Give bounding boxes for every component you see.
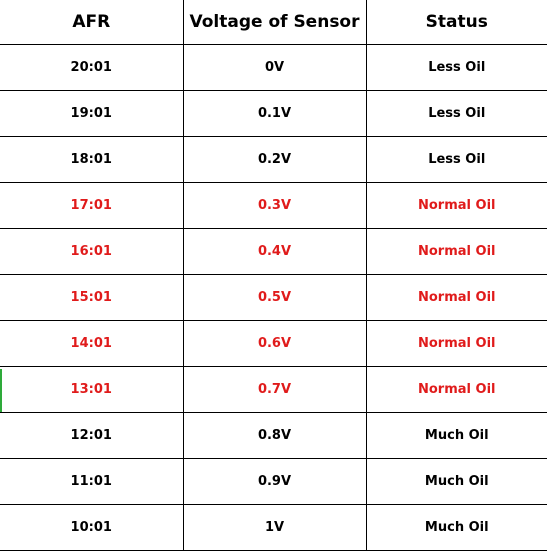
voltage-cell: 0.8V [183,413,366,459]
table-row [0,413,547,459]
afr-cell: 19:01 [0,91,183,137]
voltage-cell: 0.2V [183,137,366,183]
afr-cell: 14:01 [0,321,183,367]
status-cell: Less Oil [366,137,547,183]
status-cell: Much Oil [366,413,547,459]
afr-cell: 18:01 [0,137,183,183]
table-row [0,183,547,229]
table-row [0,91,547,137]
table-body [0,45,547,551]
status-cell: Less Oil [366,45,547,91]
table-header-row [0,0,547,45]
afr-cell: 20:01 [0,45,183,91]
voltage-cell: 0.6V [183,321,366,367]
table-row [0,275,547,321]
voltage-cell: 0.7V [183,367,366,413]
header-status: Status [366,0,547,45]
voltage-cell: 0V [183,45,366,91]
status-cell: Much Oil [366,459,547,505]
afr-cell: 15:01 [0,275,183,321]
afr-cell: 12:01 [0,413,183,459]
afr-cell: 16:01 [0,229,183,275]
status-cell: Normal Oil [366,183,547,229]
table-row [0,137,547,183]
status-cell: Normal Oil [366,229,547,275]
voltage-cell: 1V [183,505,366,551]
table-row [0,367,547,413]
status-cell: Much Oil [366,505,547,551]
row-selection-marker [0,369,2,412]
afr-cell: 11:01 [0,459,183,505]
table-row [0,229,547,275]
status-cell: Normal Oil [366,367,547,413]
voltage-cell: 0.4V [183,229,366,275]
table-row [0,321,547,367]
voltage-cell: 0.9V [183,459,366,505]
header-afr: AFR [0,0,183,45]
voltage-cell: 0.1V [183,91,366,137]
afr-cell: 17:01 [0,183,183,229]
voltage-cell: 0.3V [183,183,366,229]
header-voltage: Voltage of Sensor [183,0,366,45]
table-row [0,45,547,91]
status-cell: Normal Oil [366,321,547,367]
table-row [0,505,547,551]
voltage-cell: 0.5V [183,275,366,321]
table-row [0,459,547,505]
status-cell: Less Oil [366,91,547,137]
afr-cell: 10:01 [0,505,183,551]
status-cell: Normal Oil [366,275,547,321]
afr-cell: 13:01 [0,367,183,413]
